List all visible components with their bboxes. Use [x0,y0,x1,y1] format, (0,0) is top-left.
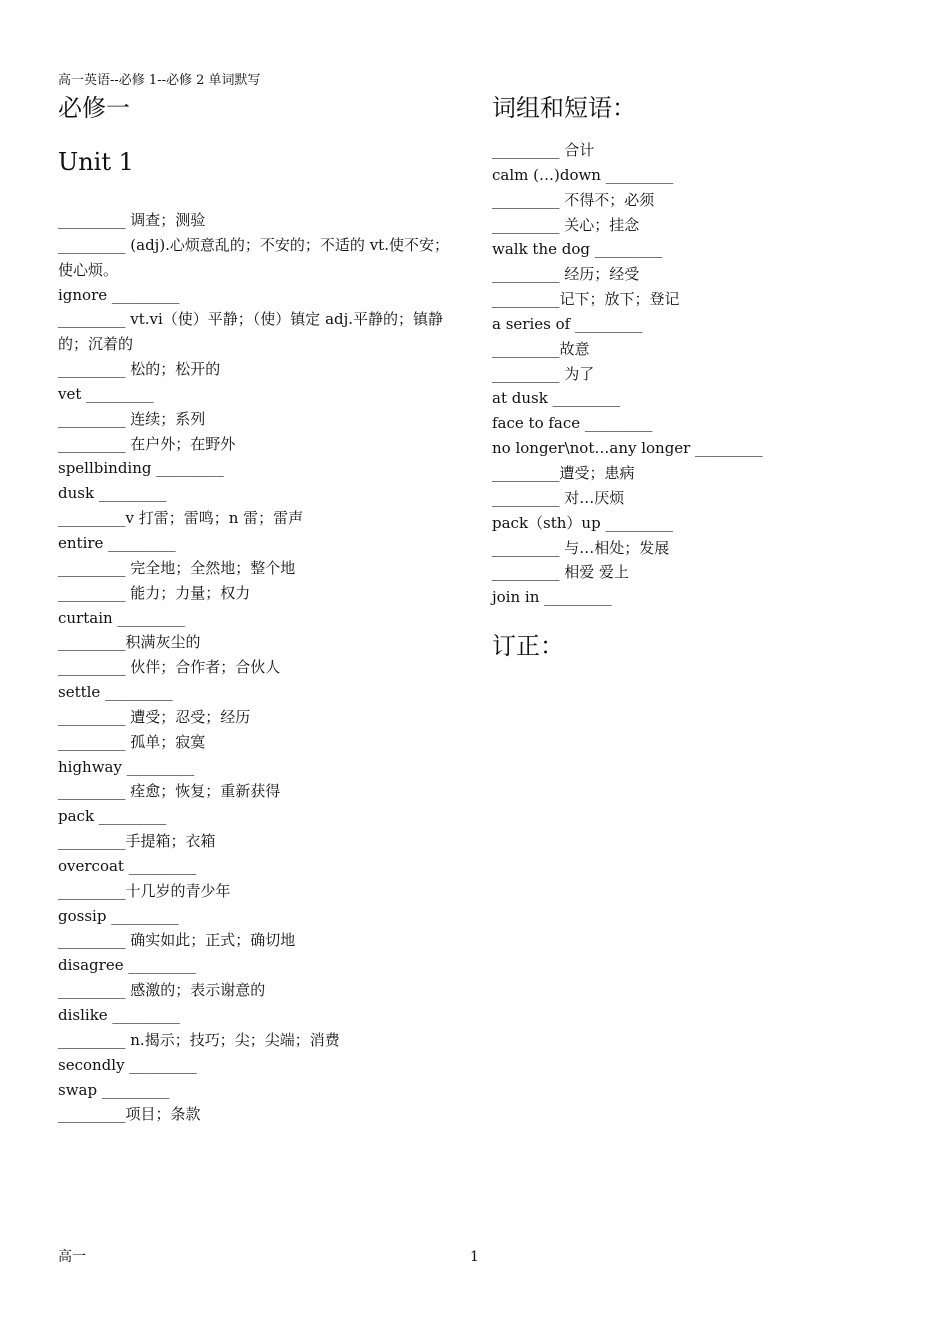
document-header: 高一英语--必修 1--必修 2 单词默写 [58,73,261,88]
vocabulary-item: _________ 孤单；寂寞 [58,732,206,751]
phrase-item: _________遭受；患病 [492,463,635,482]
section-title-compulsory-one: 必修一 [58,94,130,122]
vocabulary-item: _________手提箱；衣箱 [58,832,216,851]
vocabulary-item: gossip _________ [58,906,179,925]
vocabulary-item: ignore _________ [58,285,180,304]
vocabulary-item: entire _________ [58,533,176,552]
phrase-item: no longer\not…any longer _________ [492,439,763,458]
vocabulary-item: _________积满灰尘的 [58,633,201,652]
vocabulary-item: dislike _________ [58,1006,180,1024]
phrase-item: walk the dog _________ [492,240,663,259]
vocabulary-item: secondly _________ [58,1055,197,1074]
footer-label: 高一 [58,1249,86,1265]
vocabulary-item: pack _________ [58,807,167,826]
vocabulary-item: _________ (adj).心烦意乱的；不安的；不适的 vt.使不安；使心烦。 [58,235,449,279]
phrase-item: join in _________ [492,588,612,607]
vocabulary-item: _________ 连续；系列 [58,409,206,428]
phrase-item: _________ 对…厌烦 [492,488,625,507]
corrections-title: 订正： [492,632,564,661]
vocabulary-item: _________十几岁的青少年 [58,881,231,900]
vocabulary-item: _________ 遭受；忍受；经历 [58,707,251,726]
phrase-item: _________ 不得不；必须 [492,190,655,209]
vocabulary-item: _________ 松的；松开的 [58,360,221,379]
vocabulary-item: highway _________ [58,757,195,776]
vocabulary-item: _________ 完全地；全然地；整个地 [58,558,296,577]
vocabulary-item: _________ 伙伴；合作者；合伙人 [58,658,281,677]
left-column [58,92,463,1127]
vocabulary-item: disagree _________ [58,956,196,975]
vocabulary-item: _________ n.揭示；技巧；尖；尖端；消费 [58,1030,340,1049]
phrase-item: _________ 经历；经受 [492,265,640,284]
vocabulary-item: _________ 痊愈；恢复；重新获得 [58,782,281,801]
vocabulary-item: spellbinding _________ [58,459,224,478]
vocabulary-item: curtain _________ [58,608,185,627]
vocabulary-item: _________ 在户外；在野外 [58,434,236,453]
vocabulary-list [58,208,463,1127]
vocabulary-item: swap _________ [58,1080,170,1099]
section-title-phrases: 词组和短语： [492,94,636,122]
vocabulary-item: _________ 调查；测验 [58,211,206,229]
vocabulary-item: overcoat _________ [58,856,197,875]
vocabulary-item: _________ 能力；力量；权力 [58,583,251,602]
phrase-item: _________ 合计 [492,141,595,159]
vocabulary-item: vet _________ [58,384,154,403]
vocabulary-item: _________项目；条款 [58,1105,201,1124]
phrase-item: _________故意 [492,339,590,358]
unit-title: Unit 1 [58,148,134,176]
phrase-item: a series of _________ [492,314,643,333]
phrase-item: calm (…)down _________ [492,165,674,184]
vocabulary-item: _________ 感激的；表示谢意的 [58,981,266,1000]
phrase-item: _________ 关心；挂念 [492,215,640,234]
phrase-item: _________ 与…相处；发展 [492,538,670,557]
phrase-item: _________记下；放下；登记 [492,290,680,309]
vocabulary-item: _________ vt.vi（使）平静；（使）镇定 adj.平静的；镇静的；沉着的 [58,310,444,354]
phrase-item: _________ 为了 [492,364,595,383]
vocabulary-item: settle _________ [58,683,173,702]
phrase-item: pack（sth）up _________ [492,513,673,532]
phrase-item: _________ 相爱 爱上 [492,563,630,582]
vocabulary-item: _________ 确实如此；正式；确切地 [58,931,296,950]
phrase-list [492,138,912,610]
phrase-item: at dusk _________ [492,389,621,408]
page-number: 1 [470,1249,479,1265]
right-column [492,92,912,662]
vocabulary-item: _________v 打雷；雷鸣；n 雷；雷声 [58,509,304,528]
vocabulary-item: dusk _________ [58,484,167,503]
phrase-item: face to face _________ [492,414,653,433]
